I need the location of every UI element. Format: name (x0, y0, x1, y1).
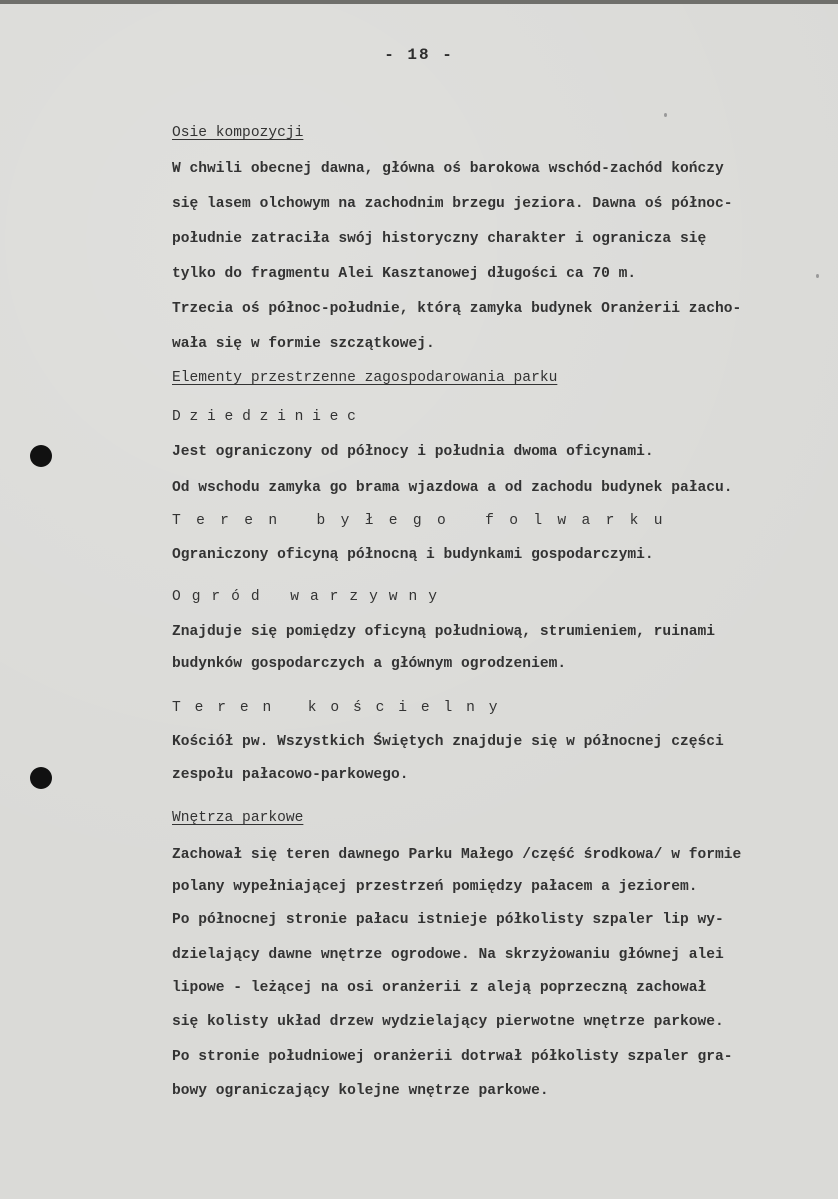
section-heading: Wnętrza parkowe (172, 810, 304, 826)
text-line: Kościół pw. Wszystkich Świętych znajduje się w północnej części (172, 734, 724, 750)
scan-top-edge (0, 0, 838, 4)
subsection-title: Ogród warzywny (172, 589, 448, 605)
text-line: bowy ograniczający kolejne wnętrze parkowe. (172, 1083, 549, 1099)
text-line: Jest ograniczony od północy i południa dwoma oficynami. (172, 444, 654, 460)
section-heading: Elementy przestrzenne zagospodarowania parku (172, 370, 558, 386)
text-line: Po północnej stronie pałacu istnieje półkolisty szpaler lip wy- (172, 912, 724, 928)
text-line: Od wschodu zamyka go brama wjazdowa a od zachodu budynek pałacu. (172, 480, 733, 496)
text-line: Ograniczony oficyną północną i budynkami gospodarczymi. (172, 547, 654, 563)
subsection-title: Dziedziniec (172, 409, 365, 425)
text-line: budynków gospodarczych a głównym ogrodzeniem. (172, 656, 567, 672)
text-line: lipowe - leżącej na osi oranżerii z aleją poprzeczną zachował (172, 980, 707, 996)
text-line: tylko do fragmentu Alei Kasztanowej długości ca 70 m. (172, 266, 637, 282)
text-line: zespołu pałacowo-parkowego. (172, 767, 409, 783)
text-line: się kolisty układ drzew wydzielający pierwotne wnętrze parkowe. (172, 1014, 724, 1030)
punch-hole (30, 445, 52, 467)
subsection-title: Teren kościelny (172, 700, 512, 716)
text-line: Zachował się teren dawnego Parku Małego /część środkowa/ w formie (172, 847, 742, 863)
text-line: dzielający dawne wnętrze ogrodowe. Na skrzyżowaniu głównej alei (172, 947, 724, 963)
text-line: wała się w formie szczątkowej. (172, 336, 435, 352)
text-line: się lasem olchowym na zachodnim brzegu jeziora. Dawna oś północ- (172, 196, 733, 212)
subsection-title: Teren byłego folwarku (172, 513, 678, 529)
scan-speck (816, 274, 819, 278)
text-line: W chwili obecnej dawna, główna oś barokowa wschód-zachód kończy (172, 161, 724, 177)
scan-speck (664, 113, 667, 117)
text-line: południe zatraciła swój historyczny charakter i ogranicza się (172, 231, 707, 247)
text-line: Trzecia oś północ-południe, którą zamyka budynek Oranżerii zacho- (172, 301, 742, 317)
text-line: polany wypełniającej przestrzeń pomiędzy pałacem a jeziorem. (172, 879, 698, 895)
page-number: - 18 - (384, 46, 454, 64)
punch-hole (30, 767, 52, 789)
section-heading: Osie kompozycji (172, 125, 304, 141)
text-line: Znajduje się pomiędzy oficyną południową, strumieniem, ruinami (172, 624, 715, 640)
text-line: Po stronie południowej oranżerii dotrwał półkolisty szpaler gra- (172, 1049, 733, 1065)
